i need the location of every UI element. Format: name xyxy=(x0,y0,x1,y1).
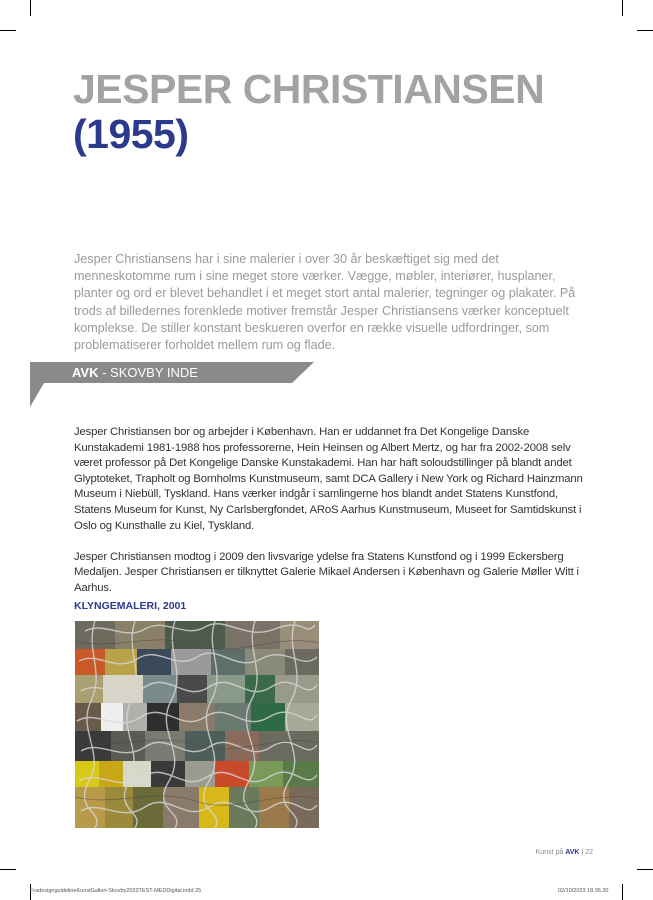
crop-mark xyxy=(0,869,16,870)
artwork-image xyxy=(75,621,319,828)
crop-mark xyxy=(0,30,16,31)
artwork-caption: KLYNGEMALERI, 2001 xyxy=(74,600,187,612)
intro-paragraph: Jesper Christiansens har i sine malerier i over 30 år beskæftiget sig med det menneskotomme rum i sine meget store værker. Vægge, møbler, interiører, husplaner, planter og ord er blevet behandlet i et meget stort antal malerier, tegninger og plakater. På trods af billedernes forenklede motiver fremstår Jesper Christiansens værker konceptuelt komplekse. De stiller konstant beskueren overfor en række visuelle udfordringer, som problematiserer forholdet mellem rum og flade. xyxy=(74,252,576,353)
crop-mark xyxy=(30,0,31,16)
body-paragraph: Jesper Christiansen bor og arbejder i København. Han er uddannet fra Det Kongelige Danske Kunstakademi 1981-1988 hos professorerne, Hein Heinsen og Albert Mertz, og har fra 2002-2008 selv været professor på Det Kongelige Danske Kunstakademi. Han har haft soloudstillinger på blandt andet Glyptoteket, Trapholt og Bornholms Kunstmuseum, samt DCA Gallery i New York og Richard Hainzmann Museum i Niebüll, Tyskland. Hans værker indgår i samlingerne hos blandt andet Statens Kunstfond, Statens Museum for Kunst, Ny Carlsbergfondet, ARoS Aarhus Kunstmuseum, Museet for Samtidskunst i Oslo og Kunsthalle zu Kiel, Tyskland. xyxy=(74,426,583,532)
page-number: 22 xyxy=(585,849,593,856)
banner-rest: - SKOVBY INDE xyxy=(98,365,198,380)
page-footer xyxy=(536,849,593,856)
crop-mark xyxy=(622,0,623,16)
footer-sep: | xyxy=(579,849,586,856)
page-title: JESPER CHRISTIANSEN xyxy=(73,66,545,112)
slug-filename: FradesignguidelineKunstGalleri-Skovby2023TEST-MEDDigital.indd 25 xyxy=(30,888,202,894)
section-banner-label xyxy=(72,364,198,381)
body-paragraph: Jesper Christiansen modtog i 2009 den livsvarige ydelse fra Statens Kunstfond og i 1999 Eckersberg Medaljen. Jesper Christiansen er tilknyttet Galerie Mikael Andersen i København og Galerie Møller Witt i Aarhus. xyxy=(74,550,579,594)
footer-prefix: Kunst på xyxy=(535,849,566,856)
footer-brand: AVK xyxy=(565,849,580,856)
slug-timestamp: 02/10/2023 18.36.20 xyxy=(558,888,609,894)
banner-bold: AVK xyxy=(72,365,99,380)
page-title-years: (1955) xyxy=(73,111,189,157)
crop-mark xyxy=(637,30,653,31)
crop-mark xyxy=(637,869,653,870)
crop-mark xyxy=(622,884,623,900)
body-text xyxy=(74,425,584,612)
